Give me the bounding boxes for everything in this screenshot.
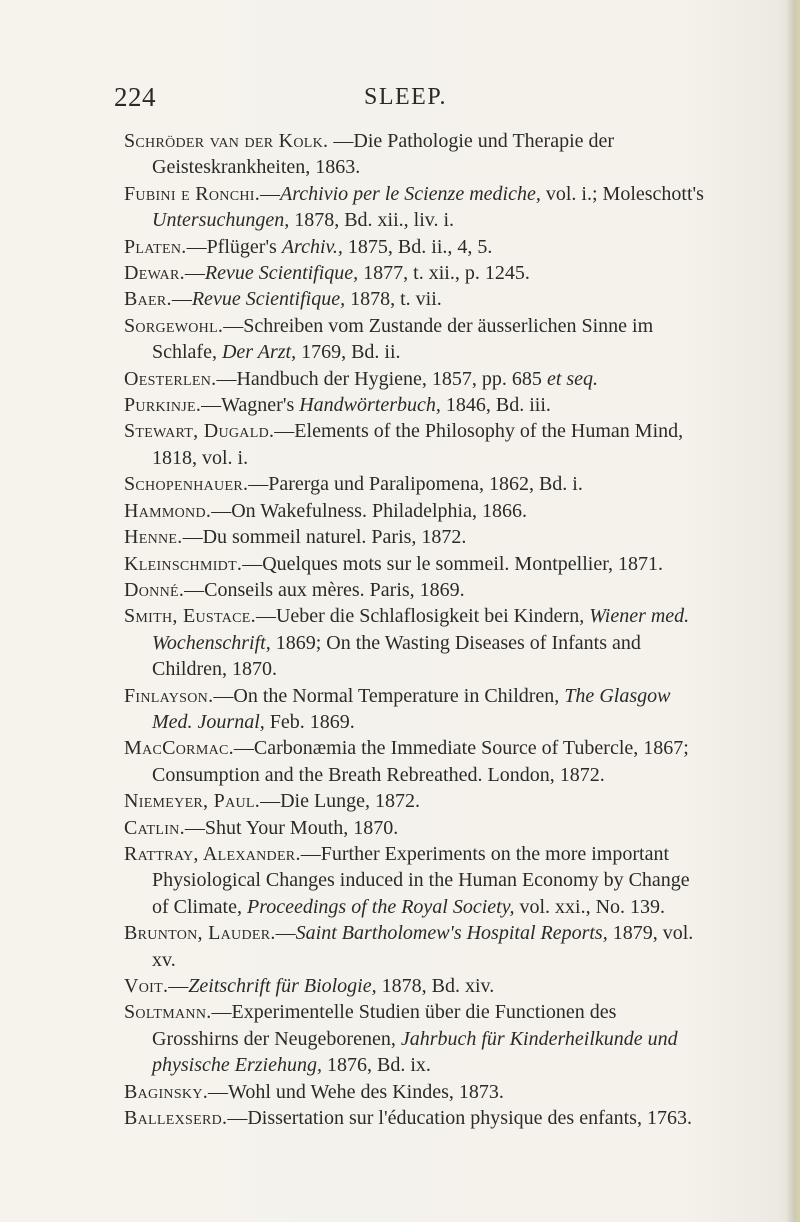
entry-author: Kleinschmidt. bbox=[124, 552, 243, 575]
entry-text: —Wagner's bbox=[201, 394, 300, 417]
entry-title-italic: Der Arzt, bbox=[221, 341, 297, 364]
entry-text: 1878, Bd. xiv. bbox=[376, 975, 495, 997]
entry-author: Schröder van der Kolk. bbox=[124, 130, 329, 152]
bibliography-entry bbox=[124, 366, 704, 392]
bibliography-entry bbox=[124, 234, 704, 260]
entry-title-italic: Untersuchungen, bbox=[152, 209, 290, 232]
entry-text: —Wohl und Wehe des Kindes, 1873. bbox=[208, 1080, 504, 1103]
entry-author: Baer. bbox=[124, 288, 172, 311]
entry-text: — bbox=[184, 262, 205, 285]
entry-text: —Dissertation sur l'éducation physique des enfants, 1763. bbox=[227, 1107, 692, 1130]
bibliography-entry bbox=[124, 973, 704, 999]
bibliography-entry bbox=[124, 418, 704, 471]
entry-author: Soltmann. bbox=[124, 1001, 212, 1024]
entry-text: 1879, vol. xv. bbox=[152, 922, 694, 971]
entry-text: vol. i.; Moleschott's bbox=[540, 182, 704, 205]
bibliography-entry bbox=[124, 181, 704, 234]
page-header bbox=[114, 82, 704, 116]
entry-author: Brunton, Lauder. bbox=[124, 922, 276, 945]
entry-text: 1877, t. xii., p. 1245. bbox=[358, 262, 530, 285]
entry-text: — bbox=[260, 182, 281, 205]
entry-text: —Conseils aux mères. Paris, 1869. bbox=[184, 578, 465, 601]
entry-text: — bbox=[168, 975, 189, 997]
bibliography-entry bbox=[124, 999, 704, 1078]
entry-author: Niemeyer, Paul. bbox=[124, 790, 261, 813]
bibliography-entry bbox=[124, 551, 704, 577]
entry-author: Oesterlen. bbox=[124, 367, 217, 390]
entry-text: —Schreiben vom Zustande der äusserlichen Sinne im Schlafe, bbox=[152, 314, 654, 364]
entry-text: Feb. 1869. bbox=[264, 710, 355, 733]
entry-author: Hammond. bbox=[124, 499, 212, 522]
bibliography-entry bbox=[124, 1079, 704, 1105]
bibliography-entry bbox=[124, 524, 704, 550]
entry-title-italic: Handwörterbuch, bbox=[299, 394, 441, 417]
entry-author: Platen. bbox=[124, 235, 187, 258]
entry-text: —Elements of the Philosophy of the Human Mind, 1818, vol. i. bbox=[152, 420, 684, 469]
bibliography-list bbox=[124, 128, 704, 1131]
bibliography-entry bbox=[124, 788, 704, 814]
entry-text: —Quelques mots sur le sommeil. Montpellier, 1871. bbox=[242, 552, 664, 575]
entry-author: Voit. bbox=[124, 975, 169, 997]
entry-text: 1875, Bd. ii., 4, 5. bbox=[342, 235, 493, 258]
entry-author: Ballexserd. bbox=[124, 1107, 228, 1130]
entry-text: 1846, Bd. iii. bbox=[440, 394, 551, 417]
bibliography-entry bbox=[124, 128, 704, 181]
entry-text: — bbox=[275, 922, 296, 945]
entry-text: —Experimentelle Studien über die Functionen des Grosshirns der Neugeborenen, bbox=[152, 1001, 617, 1050]
entry-author: Purkinje. bbox=[124, 394, 202, 417]
entry-title-italic: Revue Scientifique, bbox=[191, 288, 346, 311]
entry-title-italic: Wiener med. Wochenschrift, bbox=[152, 605, 690, 654]
entry-text: 1878, t. vii. bbox=[345, 288, 442, 311]
entry-text: vol. xxi., No. 139. bbox=[514, 895, 666, 918]
entry-title-italic: Zeitschrift für Biologie, bbox=[188, 975, 377, 997]
entry-text: —Carbonæmia the Immediate Source of Tubercle, 1867; Consumption and the Breath Rebreathed. London, 1872. bbox=[152, 737, 689, 786]
entry-text: 1869; On the Wasting Diseases of Infants and Children, 1870. bbox=[152, 631, 641, 681]
entry-author: Dewar. bbox=[124, 262, 185, 285]
bibliography-entry bbox=[124, 735, 704, 788]
entry-author: Catlin. bbox=[124, 816, 185, 839]
bibliography-entry bbox=[124, 1105, 704, 1131]
entry-text: —Shut Your Mouth, 1870. bbox=[184, 816, 399, 839]
entry-text: —On Wakefulness. Philadelphia, 1866. bbox=[211, 499, 527, 522]
entry-author: Schopenhauer. bbox=[124, 473, 249, 496]
entry-text: —Du sommeil naturel. Paris, 1872. bbox=[182, 526, 467, 549]
entry-author: Baginsky. bbox=[124, 1080, 209, 1103]
bibliography-entry bbox=[124, 313, 704, 366]
entry-title-italic: Jahrbuch für Kinderheilkunde und physische Erziehung, bbox=[152, 1027, 678, 1077]
entry-author: Fubini e Ronchi. bbox=[124, 182, 261, 205]
entry-author: Sorgewohl. bbox=[124, 314, 224, 337]
bibliography-entry bbox=[124, 498, 704, 524]
bibliography-entry bbox=[124, 471, 704, 497]
entry-author: MacCormac. bbox=[124, 737, 234, 760]
entry-author: Rattray, Alexander. bbox=[124, 842, 301, 865]
entry-title-italic: et seq. bbox=[546, 367, 599, 390]
bibliography-entry bbox=[124, 392, 704, 418]
entry-author: Stewart, Dugald. bbox=[124, 420, 275, 443]
entry-author: Donné. bbox=[124, 578, 185, 601]
entry-title-italic: Proceedings of the Royal Society, bbox=[246, 895, 515, 918]
bibliography-entry bbox=[124, 603, 704, 682]
entry-title-italic: The Glasgow Med. Journal, bbox=[152, 684, 671, 733]
entry-author: Henne. bbox=[124, 526, 183, 549]
entry-author: Finlayson. bbox=[124, 684, 214, 707]
bibliography-entry bbox=[124, 286, 704, 312]
page-number: 224 bbox=[114, 82, 156, 112]
entry-text: 1876, Bd. ix. bbox=[321, 1054, 431, 1077]
running-title: SLEEP. bbox=[364, 84, 448, 110]
page-edge-shadow bbox=[786, 0, 800, 1222]
entry-text: — bbox=[171, 288, 192, 311]
entry-text: —Die Pathologie und Therapie der Geisteskrankheiten, 1863. bbox=[152, 130, 615, 179]
entry-title-italic: Saint Bartholomew's Hospital Reports, bbox=[295, 922, 608, 945]
entry-title-italic: Archiv., bbox=[281, 235, 343, 258]
bibliography-entry bbox=[124, 815, 704, 841]
entry-text: —Ueber die Schlaflosigkeit bei Kindern, bbox=[255, 605, 590, 628]
entry-text: —Further Experiments on the more important Physiological Changes induced in the Human Economy by Change of Climate, bbox=[152, 842, 690, 918]
entry-text: —Die Lunge, 1872. bbox=[260, 790, 421, 813]
entry-title-italic: Archivio per le Scienze mediche, bbox=[280, 182, 541, 205]
entry-text: —Handbuch der Hygiene, 1857, pp. 685 bbox=[216, 367, 547, 390]
entry-text: 1878, Bd. xii., liv. i. bbox=[289, 209, 455, 232]
entry-author: Smith, Eustace. bbox=[124, 605, 256, 628]
entry-text: —Pflüger's bbox=[186, 235, 282, 258]
bibliography-entry bbox=[124, 260, 704, 286]
entry-text: —Parerga und Paralipomena, 1862, Bd. i. bbox=[248, 473, 583, 496]
entry-title-italic: Revue Scientifique, bbox=[204, 262, 359, 285]
bibliography-entry bbox=[124, 577, 704, 603]
entry-text: —On the Normal Temperature in Children, bbox=[213, 684, 565, 707]
bibliography-entry bbox=[124, 920, 704, 973]
bibliography-entry bbox=[124, 841, 704, 920]
bibliography-entry bbox=[124, 683, 704, 736]
entry-text: 1769, Bd. ii. bbox=[296, 341, 401, 364]
